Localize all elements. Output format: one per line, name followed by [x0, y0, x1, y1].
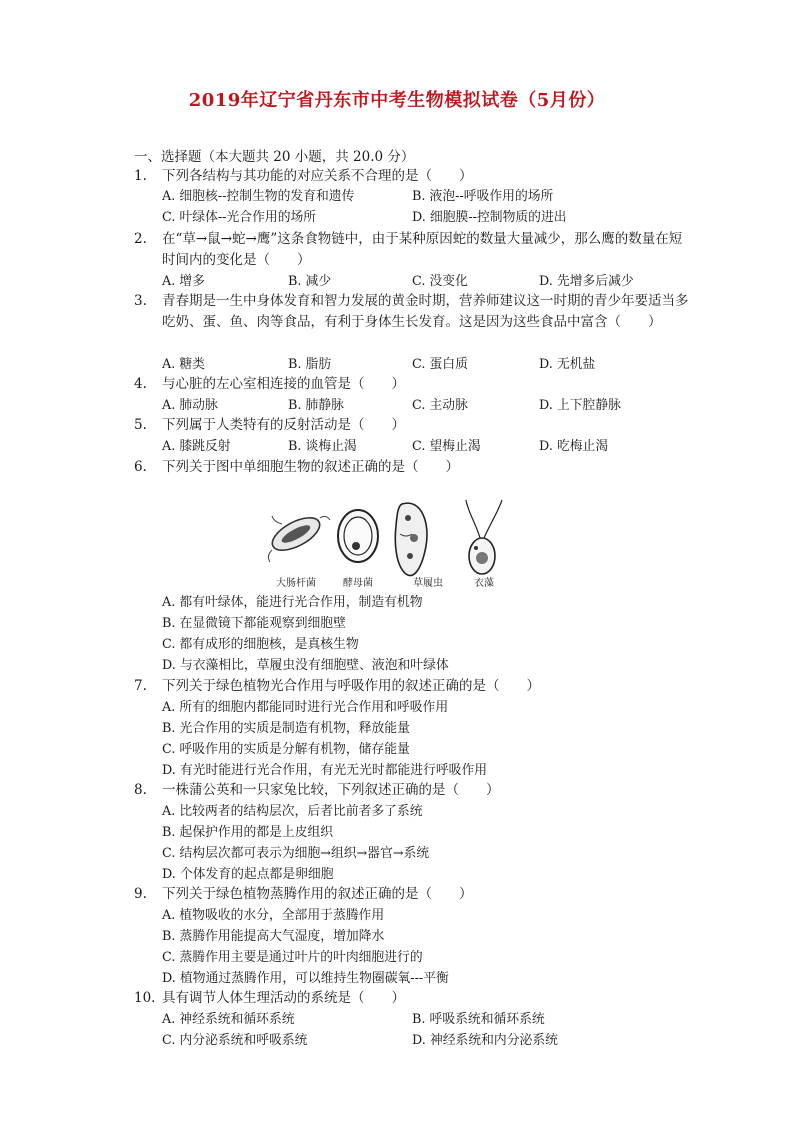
question-stem: 青春期是一生中身体发育和智力发展的黄金时期，营养师建议这一时期的青少年要适当多吃奶、蛋、鱼、肉等食品，有利于身体生长发育。这是因为这些食品中富含（ ） [162, 293, 689, 330]
question-stem: 下列关于绿色植物光合作用与呼吸作用的叙述正确的是（ ） [162, 678, 540, 694]
option-a: A. 肺动脉 [162, 398, 218, 413]
exam-title: 2019年辽宁省丹东市中考生物模拟试卷（5月份） [188, 90, 606, 111]
question-2 [134, 229, 694, 293]
figure-label-chlamydomonas: 衣藻 [474, 578, 494, 589]
question-4 [134, 374, 694, 416]
question-10 [134, 988, 694, 1052]
option-a: A. 所有的细胞内都能同时进行光合作用和呼吸作用 [162, 700, 449, 715]
option-c: C. 主动脉 [412, 398, 468, 413]
option-c: C. 内分泌系统和呼吸系统 [162, 1033, 308, 1048]
option-d: D. 有光时能进行光合作用，有光无光时都能进行呼吸作用 [162, 763, 488, 778]
option-c: C. 结构层次都可表示为细胞→组织→器官→系统 [162, 846, 430, 861]
option-b: B. 光合作用的实质是制造有机物，释放能量 [162, 721, 410, 736]
question-number: 6. [134, 459, 147, 475]
option-a: A. 比较两者的结构层次，后者比前者多了系统 [162, 804, 423, 819]
question-number: 10. [134, 990, 156, 1006]
e-coli-drawing [267, 511, 330, 562]
option-a: A. 植物吸收的水分，全部用于蒸腾作用 [162, 908, 385, 923]
option-d: D. 无机盐 [539, 357, 596, 372]
paramecium-drawing [395, 503, 427, 575]
figure-label-paramecium: 草履虫 [413, 578, 443, 589]
question-number: 7. [134, 678, 147, 694]
option-a: A. 神经系统和循环系统 [162, 1012, 295, 1027]
option-d: D. 吃梅止渴 [539, 439, 609, 454]
organisms-illustration [262, 494, 506, 590]
question-stem: 下列各结构与其功能的对应关系不合理的是（ ） [162, 168, 473, 184]
figure-label-e-coli: 大肠杆菌 [276, 578, 316, 589]
option-d: D. 植物通过蒸腾作用，可以维持生物圈碳氧---平衡 [162, 971, 449, 986]
single-cell-organisms-figure [262, 494, 506, 590]
option-d: D. 个体发育的起点都是卵细胞 [162, 867, 334, 882]
option-b: B. 蒸腾作用能提高大气湿度，增加降水 [162, 929, 385, 944]
option-b: B. 肺静脉 [288, 398, 344, 413]
question-3 [134, 291, 694, 375]
option-c: C. 叶绿体--光合作用的场所 [162, 210, 317, 225]
figure-label-yeast: 酵母菌 [343, 578, 373, 589]
option-c: C. 呼吸作用的实质是分解有机物，储存能量 [162, 742, 410, 757]
question-stem: 一株蒲公英和一只家兔比较，下列叙述正确的是（ ） [162, 782, 500, 798]
question-6 [134, 457, 694, 479]
option-a: A. 都有叶绿体，能进行光合作用，制造有机物 [162, 595, 423, 610]
chlamydomonas-drawing [466, 500, 502, 574]
question-stem: 下列关于图中单细胞生物的叙述正确的是（ ） [162, 459, 459, 475]
question-number: 3. [134, 293, 147, 309]
question-9 [134, 884, 694, 990]
question-5 [134, 415, 694, 457]
option-d: D. 上下腔静脉 [539, 398, 621, 413]
question-stem: 具有调节人体生理活动的系统是（ ） [162, 990, 405, 1006]
question-number: 4. [134, 376, 147, 392]
option-b: B. 液泡--呼吸作用的场所 [412, 189, 554, 204]
yeast-drawing [338, 510, 378, 562]
option-b: B. 起保护作用的都是上皮组织 [162, 825, 334, 840]
option-c: C. 都有成形的细胞核，是真核生物 [162, 637, 359, 652]
option-b: B. 脂肪 [288, 357, 332, 372]
question-number: 2. [134, 231, 147, 247]
option-a: A. 膝跳反射 [162, 439, 231, 454]
question-8 [134, 780, 694, 886]
option-b: B. 在显微镜下都能观察到细胞壁 [162, 616, 346, 631]
option-c: C. 没变化 [412, 274, 468, 289]
option-a: A. 增多 [162, 274, 205, 289]
option-d: D. 与衣藻相比，草履虫没有细胞壁、液泡和叶绿体 [162, 658, 449, 673]
option-d: D. 先增多后减少 [539, 274, 634, 289]
question-number: 1. [134, 168, 147, 184]
option-d: D. 细胞膜--控制物质的进出 [412, 210, 567, 225]
question-stem: 在“草→鼠→蛇→鹰”这条食物链中，由于某种原因蛇的数量大量减少，那么鹰的数量在短时间内的变化是（ ） [162, 231, 683, 268]
option-b: B. 谈梅止渴 [288, 439, 357, 454]
option-a: A. 细胞核--控制生物的发育和遗传 [162, 189, 355, 204]
option-c: C. 望梅止渴 [412, 439, 481, 454]
question-number: 9. [134, 886, 147, 902]
option-c: C. 蒸腾作用主要是通过叶片的叶肉细胞进行的 [162, 950, 423, 965]
option-b: B. 呼吸系统和循环系统 [412, 1012, 545, 1027]
question-stem: 下列关于绿色植物蒸腾作用的叙述正确的是（ ） [162, 886, 473, 902]
option-a: A. 糖类 [162, 357, 205, 372]
question-1 [134, 166, 694, 230]
question-number: 8. [134, 782, 147, 798]
question-number: 5. [134, 417, 147, 433]
question-7 [134, 676, 694, 782]
question-stem: 下列属于人类特有的反射活动是（ ） [162, 417, 405, 433]
question-6-options [134, 592, 694, 676]
section-heading: 一、选择题（本大题共 20 小题，共 20.0 分） [134, 149, 415, 165]
question-stem: 与心脏的左心室相连接的血管是（ ） [162, 376, 405, 392]
option-b: B. 减少 [288, 274, 332, 289]
option-d: D. 神经系统和内分泌系统 [412, 1033, 558, 1048]
option-c: C. 蛋白质 [412, 357, 468, 372]
